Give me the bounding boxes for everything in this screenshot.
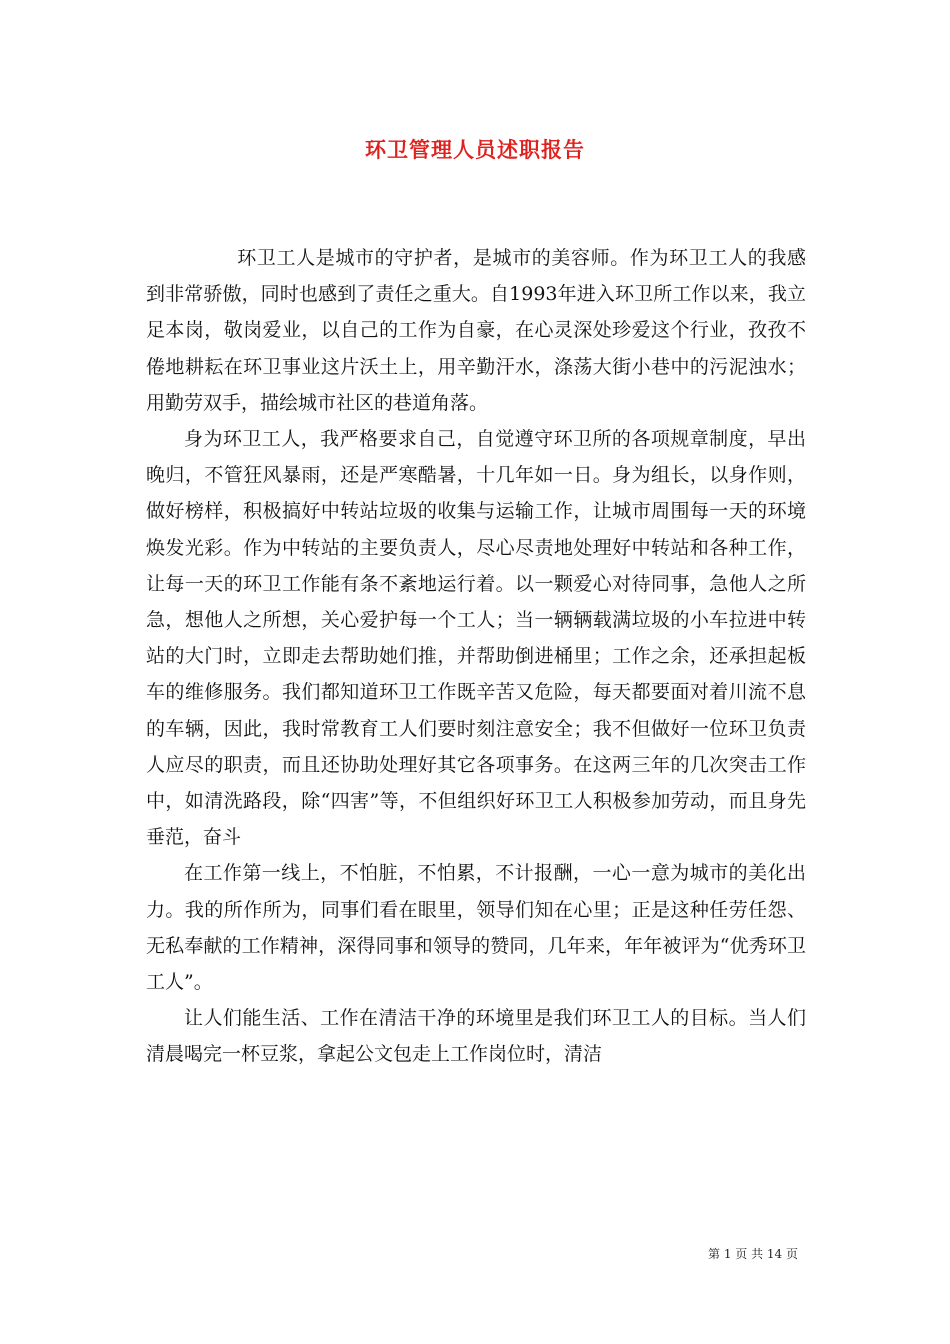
paragraph-4: 让人们能生活、工作在清洁干净的环境里是我们环卫工人的目标。当人们清晨喝完一杯豆浆，拿起公文包走上工作岗位时，清洁 xyxy=(146,1007,806,1066)
page-number-footer: 第 1 页 共 14 页 xyxy=(708,1247,798,1261)
paragraph-2: 身为环卫工人，我严格要求自己，自觉遵守环卫所的各项规章制度，早出晚归，不管狂风暴雨，还是严寒酷暑，十几年如一日。身为组长，以身作则，做好榜样，积极搞好中转站垃圾的收集与运输工作，让城市周围每一天的环境焕发光彩。作为中转站的主要负责人，尽心尽责地处理好中转站和各种工作，让每一天的环卫工作能有条不紊地运行着。以一颗爱心对待同事，急他人之所急，想他人之所想，关心爱护每一个工人；当一辆辆载满垃圾的小车拉进中转站的大门时，立即走去帮助她们推，并帮助倒进桶里；工作之余，还承担起板车的维修服务。我们都知道环卫工作既辛苦又危险，每天都要面对着川流不息的车辆，因此，我时常教育工人们要时刻注意安全；我不但做好一位环卫负责人应尽的职责，而且还协助处理好其它各项事务。在这两三年的几次突击工作中，如清洗路段，除“四害”等，不但组织好环卫工人积极参加劳动，而且身先垂范，奋斗 xyxy=(146,428,806,849)
paragraph-1: 环卫工人是城市的守护者，是城市的美容师。作为环卫工人的我感到非常骄傲，同时也感到了责任之重大。自1993年进入环卫所工作以来，我立足本岗，敬岗爱业，以自己的工作为自豪，在心灵深处珍爱这个行业，孜孜不倦地耕耘在环卫事业这片沃土上，用辛勤汗水，涤荡大街小巷中的污泥浊水；用勤劳双手，描绘城市社区的巷道角落。 xyxy=(146,247,806,414)
page-title: 环卫管理人员述职报告 xyxy=(365,137,585,162)
paragraph-3: 在工作第一线上，不怕脏，不怕累，不计报酬，一心一意为城市的美化出力。我的所作所为，同事们看在眼里，领导们知在心里；正是这种任劳任怨、无私奉献的工作精神，深得同事和领导的赞同，几年来，年年被评为“优秀环卫工人”。 xyxy=(146,862,806,994)
document-body xyxy=(146,240,806,1073)
